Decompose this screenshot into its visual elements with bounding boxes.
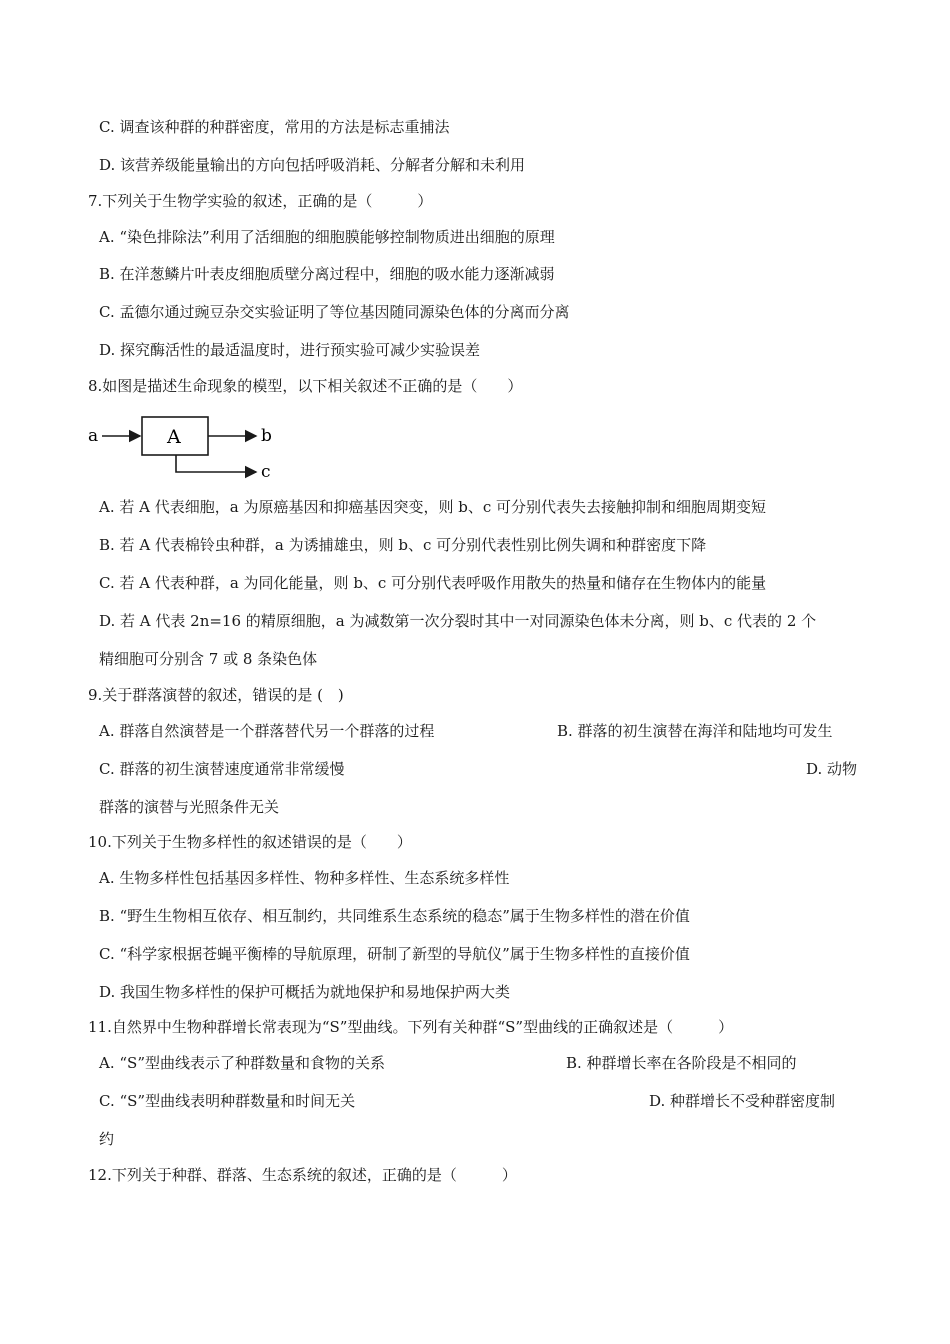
diagram-output-c-arrow (176, 455, 256, 472)
q11-option-d-line1: D. 种群增长不受种群密度制 (649, 1092, 836, 1110)
q11-option-a: A. “S”型曲线表示了种群数量和食物的关系 (99, 1054, 385, 1072)
q8-option-d-line2: 精细胞可分别含 7 或 8 条染色体 (99, 650, 318, 668)
q10-option-b: B. “野生生物相互依存、相互制约，共同维系生态系统的稳态”属于生物多样性的潜在价值 (99, 907, 690, 925)
q9-option-c: C. 群落的初生演替速度通常非常缓慢 (99, 760, 345, 778)
q10-stem: 10.下列关于生物多样性的叙述错误的是（ ） (88, 833, 412, 851)
q7-option-c: C. 孟德尔通过豌豆杂交实验证明了等位基因随同源染色体的分离而分离 (99, 303, 570, 321)
model-diagram (88, 412, 288, 484)
q8-option-d-line1: D. 若 A 代表 2n=16 的精原细胞，a 为减数第一次分裂时其中一对同源染色体未分离，则 b、c 代表的 2 个 (99, 612, 817, 630)
q9-stem: 9.关于群落演替的叙述，错误的是 ( ) (88, 686, 344, 704)
diagram-input-label: a (88, 426, 99, 446)
q9-option-a: A. 群落自然演替是一个群落替代另一个群落的过程 (99, 722, 435, 740)
q7-option-d: D. 探究酶活性的最适温度时，进行预实验可减少实验误差 (99, 341, 481, 359)
q9-option-d-line2: 群落的演替与光照条件无关 (99, 798, 280, 816)
q10-option-c: C. “科学家根据苍蝇平衡棒的导航原理，研制了新型的导航仪”属于生物多样性的直接价值 (99, 945, 690, 963)
diagram-box-label: A (167, 426, 181, 448)
q7-stem: 7.下列关于生物学实验的叙述，正确的是（ ） (88, 192, 433, 210)
q10-option-d: D. 我国生物多样性的保护可概括为就地保护和易地保护两大类 (99, 983, 511, 1001)
diagram-output-c-label: c (261, 462, 271, 482)
q11-option-c: C. “S”型曲线表明种群数量和时间无关 (99, 1092, 356, 1110)
q9-option-d-line1: D. 动物 (806, 760, 858, 778)
q6-option-d: D. 该营养级能量输出的方向包括呼吸消耗、分解者分解和未利用 (99, 156, 526, 174)
q8-option-c: C. 若 A 代表种群，a 为同化能量，则 b、c 可分别代表呼吸作用散失的热量和储存在生物体内的能量 (99, 574, 767, 592)
q11-option-d-line2: 约 (99, 1130, 115, 1148)
q6-option-c: C. 调查该种群的种群密度，常用的方法是标志重捕法 (99, 118, 450, 136)
q8-stem: 8.如图是描述生命现象的模型，以下相关叙述不正确的是（ ） (88, 377, 523, 395)
q11-option-b: B. 种群增长率在各阶段是不相同的 (566, 1054, 797, 1072)
q10-option-a: A. 生物多样性包括基因多样性、物种多样性、生态系统多样性 (99, 869, 510, 887)
q9-option-b: B. 群落的初生演替在海洋和陆地均可发生 (557, 722, 833, 740)
q7-option-a: A. “染色排除法”利用了活细胞的细胞膜能够控制物质进出细胞的原理 (99, 228, 555, 246)
diagram-output-b-label: b (261, 426, 272, 446)
q11-stem: 11.自然界中生物种群增长常表现为“S”型曲线。下列有关种群“S”型曲线的正确叙述是（ ） (88, 1018, 734, 1036)
q7-option-b: B. 在洋葱鳞片叶表皮细胞质壁分离过程中，细胞的吸水能力逐渐减弱 (99, 265, 555, 283)
q12-stem: 12.下列关于种群、群落、生态系统的叙述，正确的是（ ） (88, 1166, 517, 1184)
q8-option-a: A. 若 A 代表细胞，a 为原癌基因和抑癌基因突变，则 b、c 可分别代表失去接触抑制和细胞周期变短 (99, 498, 766, 516)
model-diagram-svg (88, 412, 288, 484)
q8-option-b: B. 若 A 代表棉铃虫种群，a 为诱捕雄虫，则 b、c 可分别代表性别比例失调和种群密度下降 (99, 536, 707, 554)
